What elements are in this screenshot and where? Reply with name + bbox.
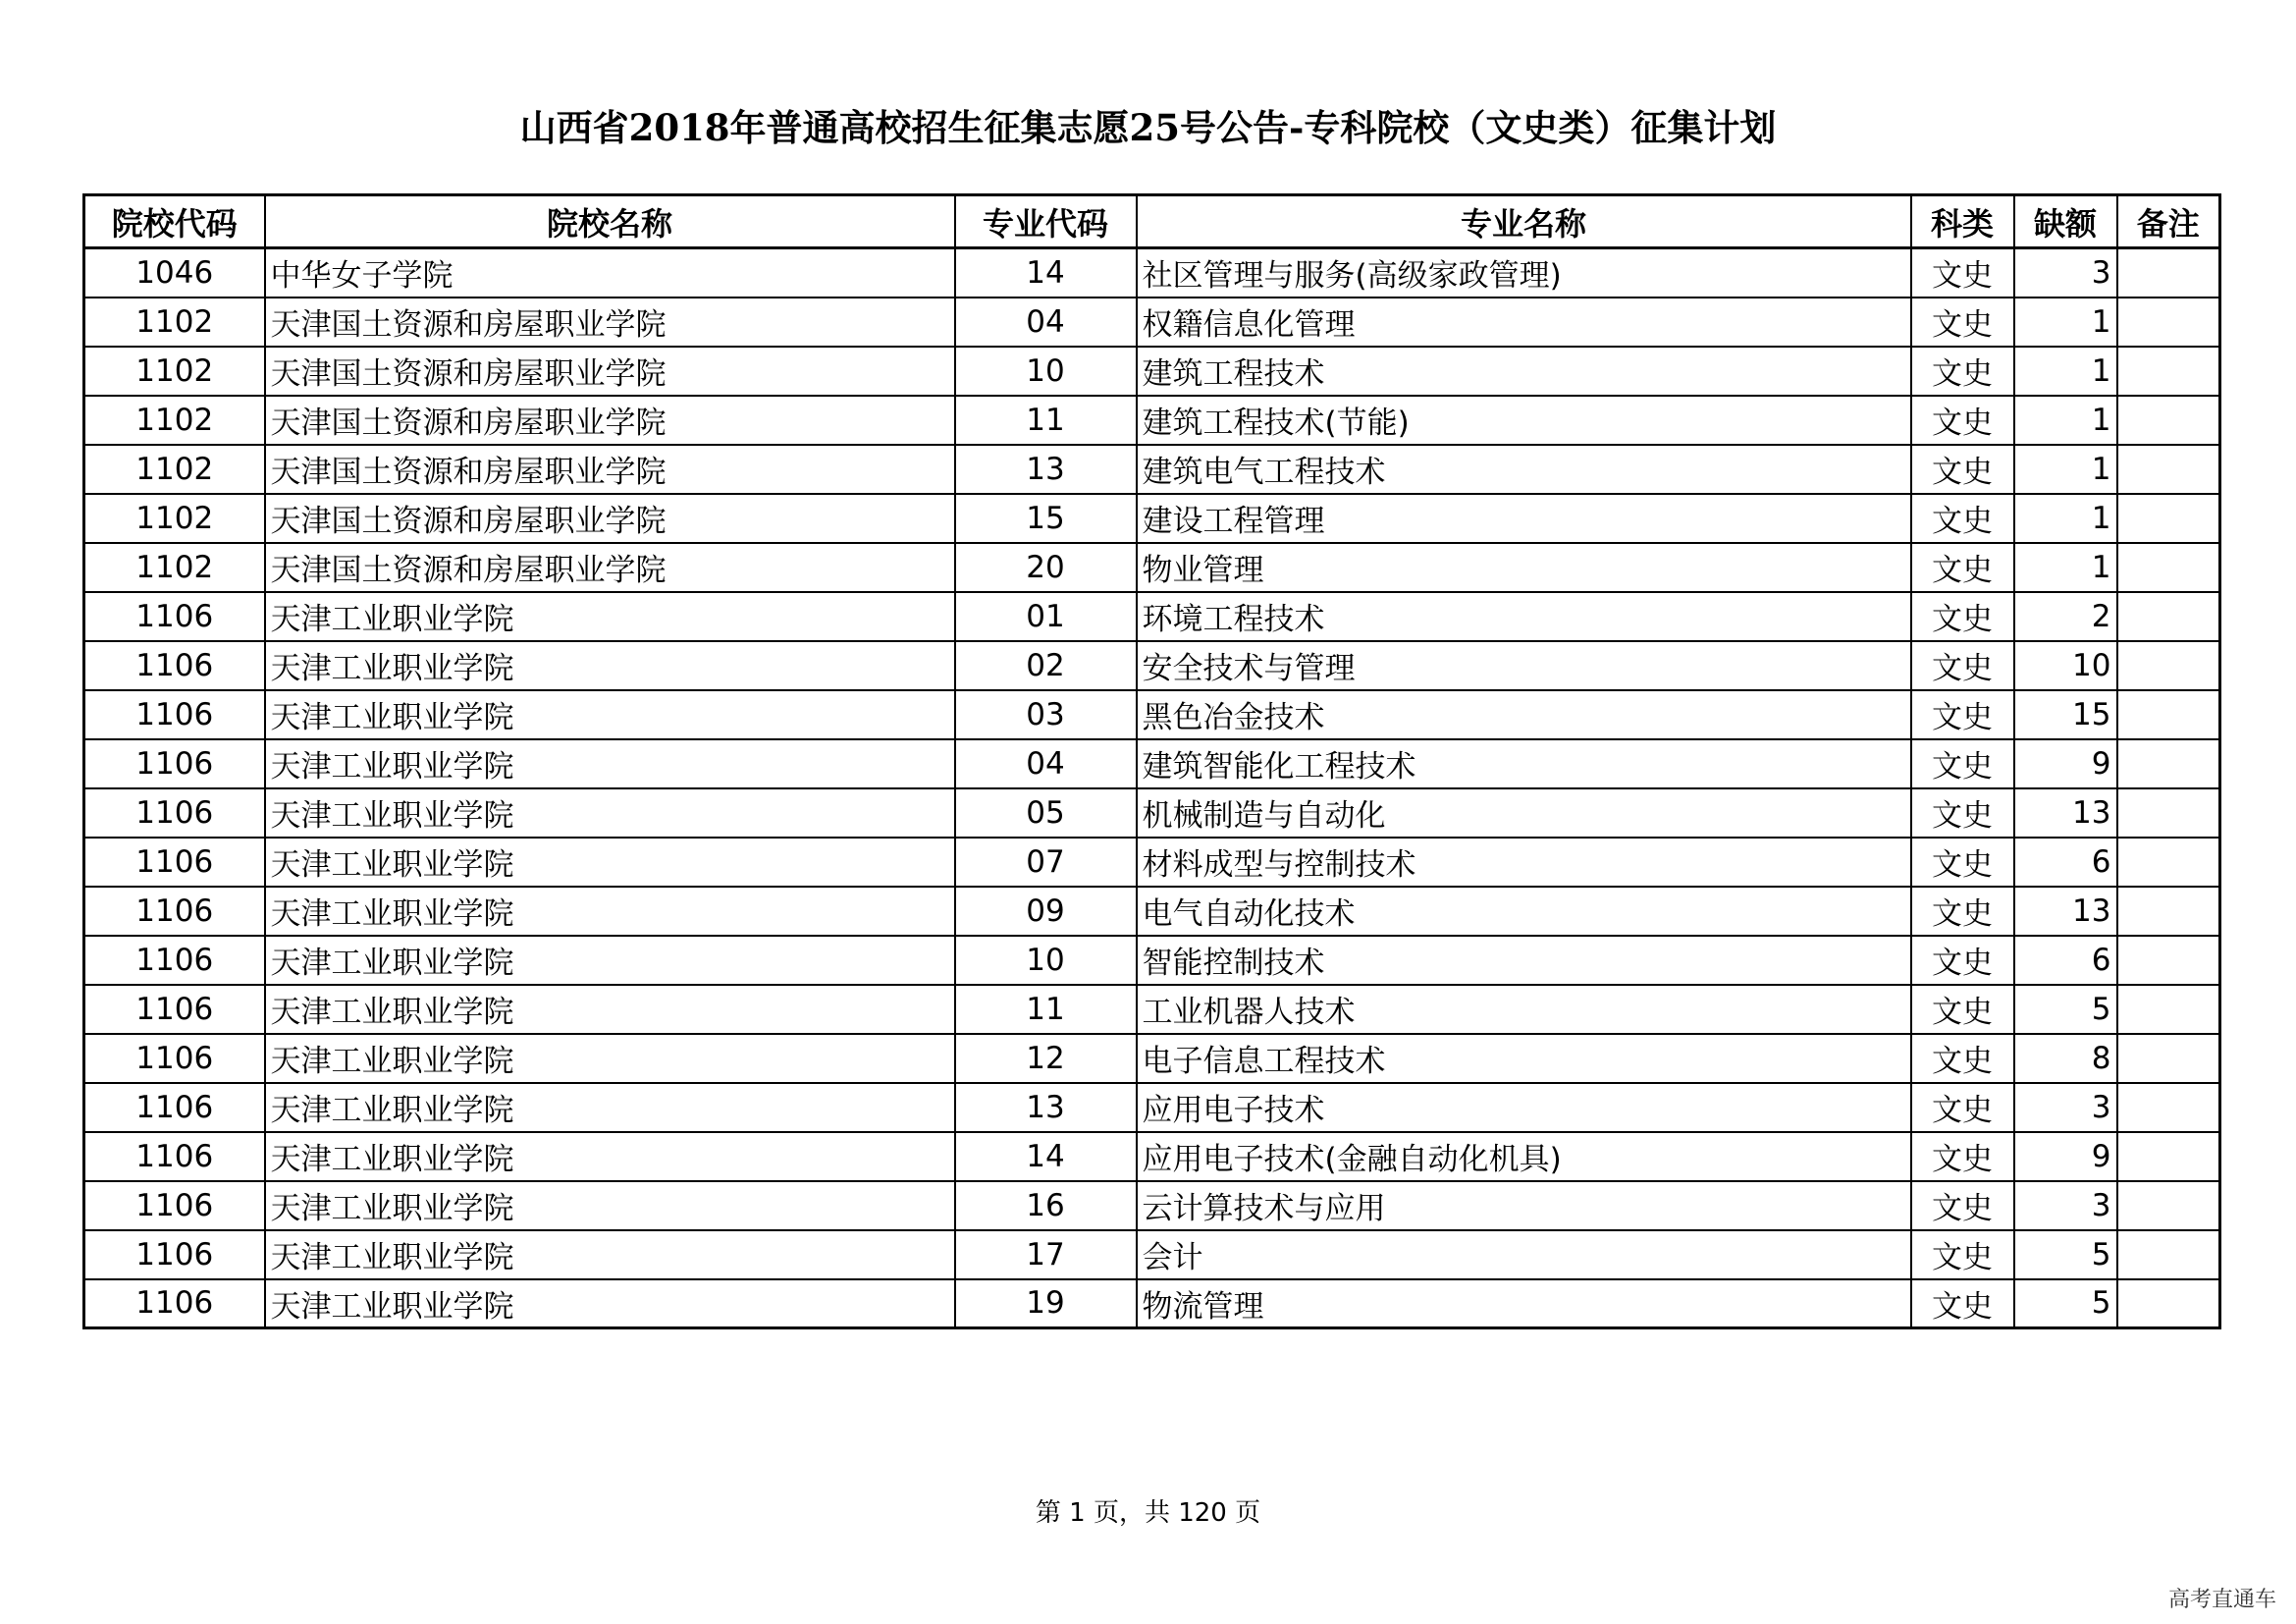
- school-name-cell: 天津工业职业学院: [265, 592, 955, 641]
- category-cell: 文史: [1911, 543, 2014, 592]
- major-name-cell: 建设工程管理: [1137, 494, 1911, 543]
- school-code-cell: 1102: [84, 543, 265, 592]
- major-code-cell: 17: [955, 1230, 1137, 1279]
- header-school-code: 院校代码: [84, 195, 265, 248]
- school-code-cell: 1102: [84, 445, 265, 494]
- school-code-cell: 1106: [84, 838, 265, 887]
- table-row: [84, 887, 2220, 936]
- major-code-cell: 05: [955, 788, 1137, 838]
- vacancy-cell: 13: [2014, 788, 2117, 838]
- table-row: [84, 641, 2220, 690]
- category-cell: 文史: [1911, 936, 2014, 985]
- remarks-cell: [2117, 248, 2220, 298]
- vacancy-cell: 8: [2014, 1034, 2117, 1083]
- header-category: 科类: [1911, 195, 2014, 248]
- major-name-cell: 建筑智能化工程技术: [1137, 739, 1911, 788]
- school-name-cell: 天津国土资源和房屋职业学院: [265, 298, 955, 347]
- vacancy-cell: 9: [2014, 739, 2117, 788]
- school-code-cell: 1106: [84, 1132, 265, 1181]
- major-code-cell: 16: [955, 1181, 1137, 1230]
- major-name-cell: 电气自动化技术: [1137, 887, 1911, 936]
- remarks-cell: [2117, 1181, 2220, 1230]
- major-code-cell: 12: [955, 1034, 1137, 1083]
- category-cell: 文史: [1911, 298, 2014, 347]
- school-name-cell: 天津工业职业学院: [265, 936, 955, 985]
- vacancy-cell: 6: [2014, 838, 2117, 887]
- major-name-cell: 物业管理: [1137, 543, 1911, 592]
- table-row: [84, 1083, 2220, 1132]
- school-name-cell: 天津工业职业学院: [265, 985, 955, 1034]
- school-code-cell: 1106: [84, 887, 265, 936]
- table-row: [84, 396, 2220, 445]
- table-row: [84, 1230, 2220, 1279]
- major-code-cell: 10: [955, 347, 1137, 396]
- remarks-cell: [2117, 641, 2220, 690]
- vacancy-cell: 13: [2014, 887, 2117, 936]
- category-cell: 文史: [1911, 1279, 2014, 1328]
- remarks-cell: [2117, 887, 2220, 936]
- school-name-cell: 天津国土资源和房屋职业学院: [265, 445, 955, 494]
- table-row: [84, 248, 2220, 298]
- table-header-row: [84, 195, 2220, 248]
- school-name-cell: 天津工业职业学院: [265, 1181, 955, 1230]
- major-name-cell: 环境工程技术: [1137, 592, 1911, 641]
- major-name-cell: 云计算技术与应用: [1137, 1181, 1911, 1230]
- category-cell: 文史: [1911, 1083, 2014, 1132]
- major-code-cell: 14: [955, 248, 1137, 298]
- table-row: [84, 1181, 2220, 1230]
- category-cell: 文史: [1911, 788, 2014, 838]
- remarks-cell: [2117, 543, 2220, 592]
- major-name-cell: 材料成型与控制技术: [1137, 838, 1911, 887]
- school-code-cell: 1106: [84, 592, 265, 641]
- page-number-footer: 第 1 页，共 120 页: [1035, 1498, 1261, 1528]
- school-name-cell: 天津国土资源和房屋职业学院: [265, 396, 955, 445]
- remarks-cell: [2117, 298, 2220, 347]
- table-row: [84, 445, 2220, 494]
- school-name-cell: 天津国土资源和房屋职业学院: [265, 543, 955, 592]
- school-name-cell: 天津工业职业学院: [265, 1279, 955, 1328]
- major-name-cell: 安全技术与管理: [1137, 641, 1911, 690]
- remarks-cell: [2117, 347, 2220, 396]
- category-cell: 文史: [1911, 592, 2014, 641]
- table-row: [84, 739, 2220, 788]
- major-code-cell: 13: [955, 1083, 1137, 1132]
- school-name-cell: 天津工业职业学院: [265, 641, 955, 690]
- major-code-cell: 10: [955, 936, 1137, 985]
- remarks-cell: [2117, 1132, 2220, 1181]
- major-code-cell: 11: [955, 985, 1137, 1034]
- vacancy-cell: 1: [2014, 445, 2117, 494]
- school-code-cell: 1102: [84, 298, 265, 347]
- major-code-cell: 09: [955, 887, 1137, 936]
- table-row: [84, 838, 2220, 887]
- school-code-cell: 1106: [84, 739, 265, 788]
- vacancy-cell: 1: [2014, 347, 2117, 396]
- major-code-cell: 20: [955, 543, 1137, 592]
- school-name-cell: 天津工业职业学院: [265, 1230, 955, 1279]
- remarks-cell: [2117, 690, 2220, 739]
- school-code-cell: 1102: [84, 494, 265, 543]
- category-cell: 文史: [1911, 1132, 2014, 1181]
- header-remarks: 备注: [2117, 195, 2220, 248]
- remarks-cell: [2117, 739, 2220, 788]
- vacancy-cell: 1: [2014, 396, 2117, 445]
- school-name-cell: 天津工业职业学院: [265, 739, 955, 788]
- vacancy-cell: 3: [2014, 1083, 2117, 1132]
- category-cell: 文史: [1911, 1181, 2014, 1230]
- school-name-cell: 天津工业职业学院: [265, 788, 955, 838]
- watermark-text: 高考直通车: [2167, 1588, 2276, 1612]
- school-name-cell: 天津工业职业学院: [265, 1034, 955, 1083]
- school-code-cell: 1106: [84, 1181, 265, 1230]
- school-code-cell: 1106: [84, 690, 265, 739]
- major-name-cell: 机械制造与自动化: [1137, 788, 1911, 838]
- school-code-cell: 1106: [84, 1083, 265, 1132]
- remarks-cell: [2117, 788, 2220, 838]
- major-name-cell: 应用电子技术: [1137, 1083, 1911, 1132]
- table-row: [84, 543, 2220, 592]
- remarks-cell: [2117, 1083, 2220, 1132]
- school-code-cell: 1046: [84, 248, 265, 298]
- header-major-code: 专业代码: [955, 195, 1137, 248]
- category-cell: 文史: [1911, 985, 2014, 1034]
- major-code-cell: 13: [955, 445, 1137, 494]
- table-row: [84, 936, 2220, 985]
- major-name-cell: 黑色冶金技术: [1137, 690, 1911, 739]
- vacancy-cell: 9: [2014, 1132, 2117, 1181]
- school-name-cell: 天津国土资源和房屋职业学院: [265, 494, 955, 543]
- table-row: [84, 298, 2220, 347]
- major-name-cell: 建筑工程技术(节能): [1137, 396, 1911, 445]
- major-name-cell: 权籍信息化管理: [1137, 298, 1911, 347]
- table-row: [84, 1034, 2220, 1083]
- school-code-cell: 1102: [84, 347, 265, 396]
- major-name-cell: 建筑电气工程技术: [1137, 445, 1911, 494]
- major-code-cell: 04: [955, 298, 1137, 347]
- vacancy-cell: 15: [2014, 690, 2117, 739]
- vacancy-cell: 1: [2014, 543, 2117, 592]
- major-code-cell: 14: [955, 1132, 1137, 1181]
- school-code-cell: 1106: [84, 936, 265, 985]
- school-code-cell: 1106: [84, 1279, 265, 1328]
- category-cell: 文史: [1911, 445, 2014, 494]
- header-major-name: 专业名称: [1137, 195, 1911, 248]
- school-name-cell: 天津国土资源和房屋职业学院: [265, 347, 955, 396]
- major-code-cell: 03: [955, 690, 1137, 739]
- major-code-cell: 07: [955, 838, 1137, 887]
- category-cell: 文史: [1911, 739, 2014, 788]
- enrollment-plan-table: [82, 193, 2221, 1329]
- school-name-cell: 天津工业职业学院: [265, 838, 955, 887]
- category-cell: 文史: [1911, 347, 2014, 396]
- document-title: 山西省2018年普通高校招生征集志愿25号公告-专科院校（文史类）征集计划: [519, 106, 1777, 149]
- category-cell: 文史: [1911, 690, 2014, 739]
- remarks-cell: [2117, 1034, 2220, 1083]
- major-code-cell: 02: [955, 641, 1137, 690]
- school-code-cell: 1106: [84, 788, 265, 838]
- major-code-cell: 15: [955, 494, 1137, 543]
- table-row: [84, 788, 2220, 838]
- table-row: [84, 985, 2220, 1034]
- table-row: [84, 690, 2220, 739]
- category-cell: 文史: [1911, 396, 2014, 445]
- table-body: [84, 248, 2220, 1328]
- category-cell: 文史: [1911, 641, 2014, 690]
- header-school-name: 院校名称: [265, 195, 955, 248]
- school-name-cell: 天津工业职业学院: [265, 1132, 955, 1181]
- remarks-cell: [2117, 985, 2220, 1034]
- table-row: [84, 592, 2220, 641]
- category-cell: 文史: [1911, 887, 2014, 936]
- remarks-cell: [2117, 396, 2220, 445]
- vacancy-cell: 3: [2014, 1181, 2117, 1230]
- vacancy-cell: 10: [2014, 641, 2117, 690]
- vacancy-cell: 2: [2014, 592, 2117, 641]
- category-cell: 文史: [1911, 1230, 2014, 1279]
- major-name-cell: 智能控制技术: [1137, 936, 1911, 985]
- table-row: [84, 347, 2220, 396]
- category-cell: 文史: [1911, 838, 2014, 887]
- category-cell: 文史: [1911, 1034, 2014, 1083]
- table-row: [84, 1279, 2220, 1328]
- remarks-cell: [2117, 592, 2220, 641]
- major-name-cell: 电子信息工程技术: [1137, 1034, 1911, 1083]
- vacancy-cell: 5: [2014, 1230, 2117, 1279]
- table-row: [84, 1132, 2220, 1181]
- major-code-cell: 19: [955, 1279, 1137, 1328]
- school-name-cell: 中华女子学院: [265, 248, 955, 298]
- school-code-cell: 1106: [84, 1034, 265, 1083]
- vacancy-cell: 5: [2014, 985, 2117, 1034]
- school-code-cell: 1106: [84, 985, 265, 1034]
- school-code-cell: 1106: [84, 641, 265, 690]
- school-name-cell: 天津工业职业学院: [265, 1083, 955, 1132]
- school-code-cell: 1102: [84, 396, 265, 445]
- remarks-cell: [2117, 494, 2220, 543]
- vacancy-cell: 6: [2014, 936, 2117, 985]
- header-vacancy: 缺额: [2014, 195, 2117, 248]
- category-cell: 文史: [1911, 494, 2014, 543]
- remarks-cell: [2117, 445, 2220, 494]
- major-name-cell: 建筑工程技术: [1137, 347, 1911, 396]
- school-code-cell: 1106: [84, 1230, 265, 1279]
- major-name-cell: 物流管理: [1137, 1279, 1911, 1328]
- school-name-cell: 天津工业职业学院: [265, 887, 955, 936]
- remarks-cell: [2117, 936, 2220, 985]
- vacancy-cell: 1: [2014, 494, 2117, 543]
- remarks-cell: [2117, 1279, 2220, 1328]
- major-name-cell: 工业机器人技术: [1137, 985, 1911, 1034]
- major-code-cell: 01: [955, 592, 1137, 641]
- remarks-cell: [2117, 1230, 2220, 1279]
- category-cell: 文史: [1911, 248, 2014, 298]
- major-code-cell: 04: [955, 739, 1137, 788]
- table-row: [84, 494, 2220, 543]
- remarks-cell: [2117, 838, 2220, 887]
- major-name-cell: 应用电子技术(金融自动化机具): [1137, 1132, 1911, 1181]
- school-name-cell: 天津工业职业学院: [265, 690, 955, 739]
- major-name-cell: 会计: [1137, 1230, 1911, 1279]
- vacancy-cell: 3: [2014, 248, 2117, 298]
- vacancy-cell: 1: [2014, 298, 2117, 347]
- major-name-cell: 社区管理与服务(高级家政管理): [1137, 248, 1911, 298]
- major-code-cell: 11: [955, 396, 1137, 445]
- vacancy-cell: 5: [2014, 1279, 2117, 1328]
